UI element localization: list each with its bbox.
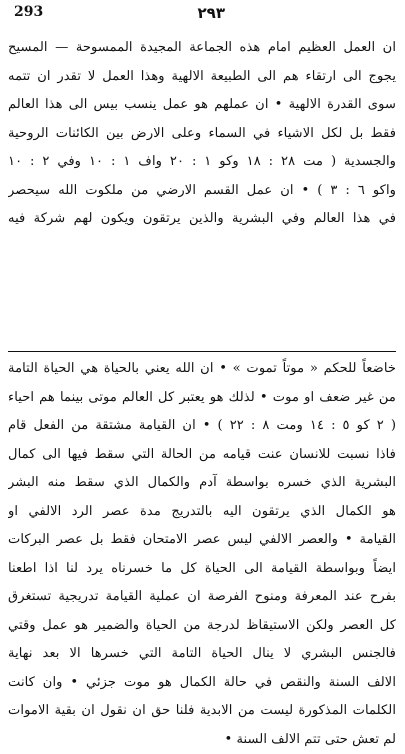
text-line: فاذا نسبت للانسان عنت قيامه من الحالة التي سقط فيها الى كمال (8, 441, 396, 470)
text-line: كل العصر ولكن الاستيقاظ لدرجة من الحياة والضمير هو عمل وقتي (8, 612, 396, 641)
lower-paragraph (8, 355, 396, 754)
text-line: ايضاً وبواسطة القيامة الى الحياة كل ما خسرناه يرد لنا اذا اطعنا (8, 555, 396, 584)
text-line: ان العمل العظيم امام هذه الجماعة المجيدة الممسوحة — المسيح (8, 34, 396, 63)
text-line: الالف السنة والنقص في حالة الكمال هو موت جزئي • وان كانت (8, 669, 396, 698)
text-line: والجسدية ( مت ٢٨ : ١٨ وكو ١ : ٢٠ واف ١ : ١٠ وفي ٢ : ١٠ (8, 148, 396, 177)
text-line: واكو ٦ : ٣ ) • ان عمل القسم الارضي من ملكوت الله سيحصر (8, 177, 396, 206)
section-divider (8, 351, 396, 352)
text-line: من غير ضعف او موت • لذلك هو يعتبر كل العالم موتى بينما هم احياء (8, 384, 396, 413)
text-line: فالجنس البشري لا ينال الحياة التامة التي خسرها الا بعد نهاية (8, 640, 396, 669)
page-number-arabic: ٢٩٣ (198, 4, 225, 22)
text-line: القيامة • والعصر الالفي ليس عصر الامتحان فقط بل عصر البركات (8, 526, 396, 555)
text-line: خاضعاً للحكم « موتاً تموت » • ان الله يعني بالحياة هي الحياة التامة (8, 355, 396, 384)
upper-paragraph (8, 34, 396, 234)
text-line: سوى القدرة الالهية • ان عملهم هو عمل ينسب بيس الى هذا العالم (8, 91, 396, 120)
text-line: هو الكمال الذي يرتقون اليه بالتدريج مدة عصر الرد الالفي او (8, 498, 396, 527)
text-line: الكلمات المذكورة ليست من الابدية فلنا حق ان نقول ان بقية الاموات (8, 697, 396, 726)
page-header (14, 4, 395, 26)
text-line: بفرح عند المعرفة ومنوح الفرصة ان عملية القيامة تدريجية تستغرق (8, 583, 396, 612)
text-line: يجوج الى ارتقاء هم الى الطبيعة الالهية وهذا العمل لا تقدر ان تتمه (8, 63, 396, 92)
page-number-western: 293 (14, 4, 43, 20)
text-line: لم تعش حتى تتم الالف السنة • (8, 726, 396, 754)
text-line: فقط بل لكل الاشياء في السماء وعلى الارض بين الكائنات الروحية (8, 120, 396, 149)
text-line: في هذا العالم وفي البشرية والذين يرتقون ويكون لهم شركة فيه (8, 205, 396, 234)
text-line: البشرية الذي خسره بواسطة آدم والكمال الذي سقط منه البشر (8, 469, 396, 498)
text-line: ( ٢ كو ٥ : ١٤ ومت ٨ : ٢٢ ) • ان القيامة مشتقة من الفعل قام (8, 412, 396, 441)
